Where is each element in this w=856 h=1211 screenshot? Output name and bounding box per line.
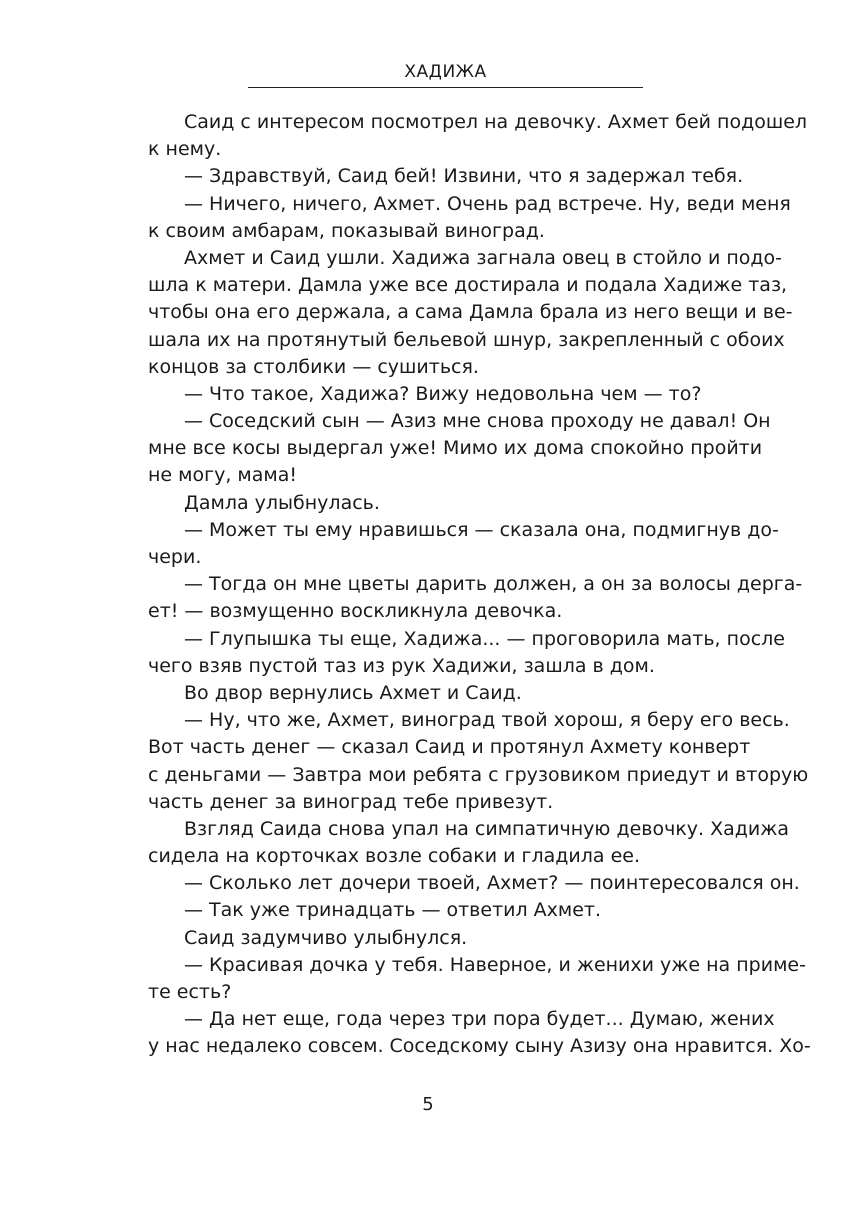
text-line: у нас недалеко совсем. Соседскому сыну Азизу она нравится. Хо- (148, 1035, 811, 1058)
text-line: шала их на протянутый бельевой шнур, закрепленный с обоих (148, 328, 785, 351)
text-line: — Сколько лет дочери твоей, Ахмет? — поинтересовался он. (184, 872, 800, 895)
text-line: мне все косы выдергал уже! Мимо их дома спокойно пройти (148, 437, 763, 460)
text-line: чтобы она его держала, а сама Дамла брала из него вещи и ве- (148, 301, 793, 324)
text-line: Ахмет и Саид ушли. Хадижа загнала овец в стойло и подо- (184, 246, 783, 269)
text-line: к своим амбарам, показывай виноград. (148, 219, 545, 242)
text-line: — Соседский сын — Азиз мне снова проходу не давал! Он (184, 410, 771, 433)
text-line: часть денег за виноград тебе привезут. (148, 790, 554, 813)
text-line: те есть? (148, 981, 232, 1003)
text-line: — Ничего, ничего, Ахмет. Очень рад встрече. Ну, веди меня (184, 192, 791, 215)
text-line: — Тогда он мне цветы дарить должен, а он за волосы дерга- (184, 573, 803, 596)
text-line: Саид с интересом посмотрел на девочку. Ахмет бей подошел (184, 111, 808, 133)
text-line: чего взяв пустой таз из рук Хадижи, зашла в дом. (148, 654, 655, 677)
running-header: ХАДИЖА (248, 62, 643, 88)
text-line: — Да нет еще, года через три пора будет... Думаю, жених (184, 1008, 775, 1031)
text-line: — Может ты ему нравишься — сказала она, подмигнув до- (184, 518, 779, 541)
text-line: к нему. (148, 138, 222, 161)
text-line: — Здравствуй, Саид бей! Извини, что я задержал тебя. (184, 165, 744, 188)
text-line: — Глупышка ты еще, Хадижа... — проговорила мать, после (184, 627, 785, 650)
text-line: Взгляд Саида снова упал на симпатичную девочку. Хадижа (184, 817, 790, 840)
text-line: ет! — возмущенно воскликнула девочка. (148, 600, 563, 623)
text-line: не могу, мама! (148, 464, 297, 487)
text-line: — Что такое, Хадижа? Вижу недовольна чем — то? (184, 382, 702, 405)
text-line: с деньгами — Завтра мои ребята с грузовиком приедут и вторую (148, 763, 809, 786)
text-line: Саид задумчиво улыбнулся. (184, 926, 468, 949)
text-line: — Ну, что же, Ахмет, виноград твой хорош, я беру его весь. (184, 709, 790, 732)
text-line: Во двор вернулись Ахмет и Саид. (184, 681, 522, 704)
text-line: Дамла улыбнулась. (184, 491, 380, 514)
text-line: — Красивая дочка у тебя. Наверное, и женихи уже на приме- (184, 953, 806, 976)
body-text (148, 109, 811, 1061)
text-line: концов за столбики — сушиться. (148, 355, 479, 378)
text-line: Вот часть денег — сказал Саид и протянул Ахмету конверт (148, 736, 751, 759)
page-number: 5 (422, 1094, 434, 1115)
text-line: — Так уже тринадцать — ответил Ахмет. (184, 899, 602, 922)
text-line: шла к матери. Дамла уже все достирала и подала Хадиже таз, (148, 274, 788, 297)
text-line: сидела на корточках возле собаки и гладила ее. (148, 845, 641, 868)
text-line: чери. (148, 546, 202, 568)
